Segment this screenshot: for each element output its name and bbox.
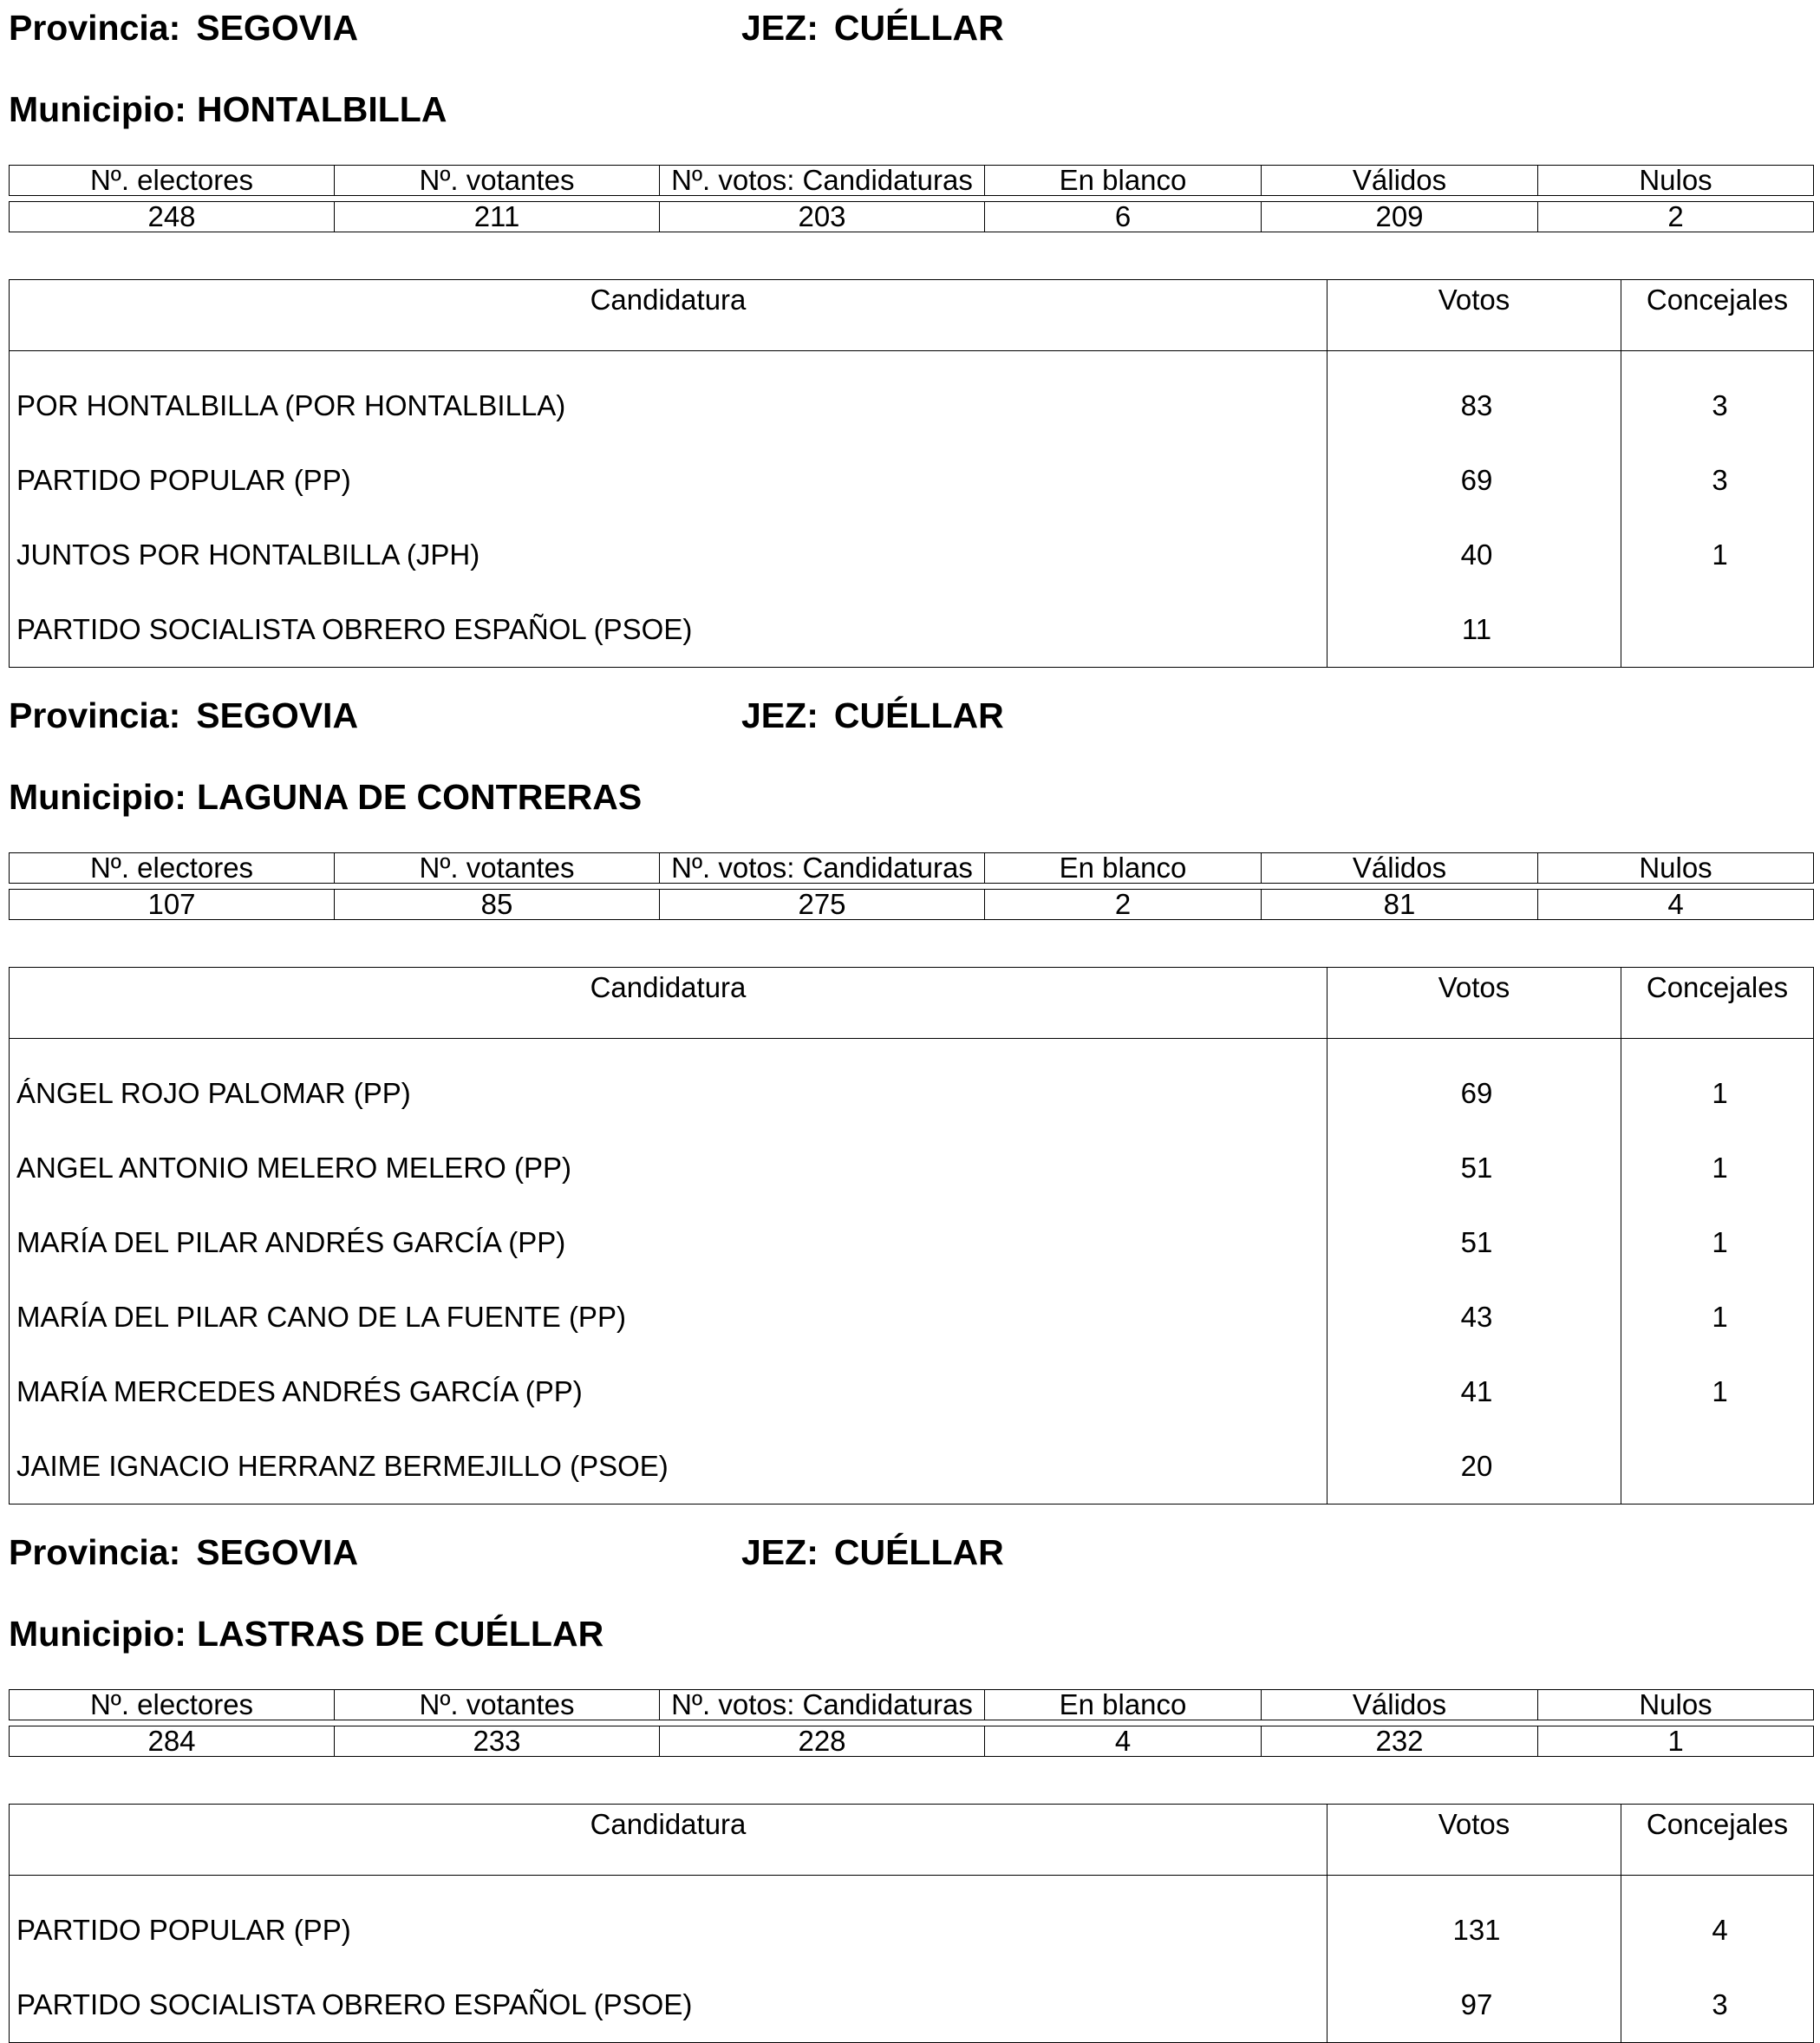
municipio-value: LASTRAS DE CUÉLLAR — [196, 1614, 604, 1654]
jez-value: CUÉLLAR — [833, 695, 1004, 735]
jez-label: JEZ: — [741, 8, 819, 48]
cand-votos: 41 — [1327, 1354, 1621, 1429]
cand-name: ÁNGEL ROJO PALOMAR (PP) — [16, 1077, 411, 1109]
cand-header-candidatura: Candidatura — [10, 1805, 1327, 1876]
table-row — [10, 351, 1814, 444]
cand-header-votos: Votos — [1327, 968, 1621, 1039]
cand-name: MARÍA MERCEDES ANDRÉS GARCÍA (PP) — [16, 1375, 583, 1407]
table-row — [10, 443, 1814, 518]
cand-votos: 69 — [1327, 1039, 1621, 1132]
cand-name: POR HONTALBILLA (POR HONTALBILLA) — [16, 389, 566, 421]
stats-value-validos: 81 — [1262, 890, 1538, 920]
stats-table — [9, 165, 1814, 232]
cand-name: PARTIDO SOCIALISTA OBRERO ESPAÑOL (PSOE) — [16, 613, 693, 645]
provincia-line — [9, 1532, 358, 1572]
cand-concejales: 1 — [1621, 1131, 1814, 1205]
stats-value-candidaturas: 203 — [660, 202, 985, 232]
stats-header-validos: Válidos — [1262, 166, 1538, 196]
stats-table — [9, 1689, 1814, 1757]
stats-value-candidaturas: 275 — [660, 890, 985, 920]
municipio-label: Municipio: — [9, 1614, 186, 1654]
cand-header-votos: Votos — [1327, 1805, 1621, 1876]
cand-name: PARTIDO POPULAR (PP) — [16, 464, 351, 496]
stats-value-blanco: 4 — [985, 1726, 1262, 1757]
cand-concejales: 3 — [1621, 1968, 1814, 2043]
table-row — [10, 1968, 1814, 2043]
cand-header-row — [10, 968, 1814, 1039]
municipio-line — [9, 89, 447, 129]
provincia-value: SEGOVIA — [196, 8, 359, 48]
municipio-label: Municipio: — [9, 89, 186, 129]
provincia-value: SEGOVIA — [196, 1532, 359, 1572]
stats-header-nulos: Nulos — [1538, 1690, 1814, 1720]
stats-value-nulos: 4 — [1538, 890, 1814, 920]
provincia-line — [9, 695, 358, 735]
stats-header-blanco: En blanco — [985, 1690, 1262, 1720]
stats-header-blanco: En blanco — [985, 853, 1262, 884]
stats-header-blanco: En blanco — [985, 166, 1262, 196]
cand-name: MARÍA DEL PILAR ANDRÉS GARCÍA (PP) — [16, 1226, 566, 1258]
cand-concejales: 1 — [1621, 518, 1814, 592]
cand-concejales: 3 — [1621, 443, 1814, 518]
cand-concejales: 1 — [1621, 1205, 1814, 1280]
table-row — [10, 592, 1814, 668]
municipio-line — [9, 1614, 603, 1654]
stats-header-candidaturas: Nº. votos: Candidaturas — [660, 1690, 985, 1720]
cand-header-candidatura: Candidatura — [10, 968, 1327, 1039]
cand-name: JUNTOS POR HONTALBILLA (JPH) — [16, 538, 480, 571]
cand-votos: 11 — [1327, 592, 1621, 668]
stats-header-votantes: Nº. votantes — [335, 1690, 660, 1720]
cand-header-candidatura: Candidatura — [10, 280, 1327, 351]
cand-concejales: 3 — [1621, 351, 1814, 444]
stats-value-candidaturas: 228 — [660, 1726, 985, 1757]
cand-header-concejales: Concejales — [1621, 1805, 1814, 1876]
stats-header-candidaturas: Nº. votos: Candidaturas — [660, 853, 985, 884]
municipio-label: Municipio: — [9, 777, 186, 817]
stats-header-row — [10, 166, 1814, 196]
cand-votos: 51 — [1327, 1205, 1621, 1280]
stats-header-row — [10, 1690, 1814, 1720]
cand-votos: 51 — [1327, 1131, 1621, 1205]
cand-header-votos: Votos — [1327, 280, 1621, 351]
table-row — [10, 1354, 1814, 1429]
cand-votos: 83 — [1327, 351, 1621, 444]
cand-header-row — [10, 280, 1814, 351]
stats-value-votantes: 85 — [335, 890, 660, 920]
cand-votos: 69 — [1327, 443, 1621, 518]
cand-name: JAIME IGNACIO HERRANZ BERMEJILLO (PSOE) — [16, 1450, 669, 1482]
stats-header-electores: Nº. electores — [10, 166, 335, 196]
provincia-label: Provincia: — [9, 8, 181, 48]
candidaturas-table — [9, 279, 1814, 668]
cand-name: PARTIDO POPULAR (PP) — [16, 1914, 351, 1946]
table-row — [10, 1280, 1814, 1354]
stats-header-candidaturas: Nº. votos: Candidaturas — [660, 166, 985, 196]
cand-header-concejales: Concejales — [1621, 280, 1814, 351]
cand-concejales: 1 — [1621, 1039, 1814, 1132]
provincia-line — [9, 8, 358, 48]
cand-concejales: 1 — [1621, 1280, 1814, 1354]
table-row — [10, 1205, 1814, 1280]
stats-value-electores: 248 — [10, 202, 335, 232]
stats-header-votantes: Nº. votantes — [335, 853, 660, 884]
stats-value-electores: 284 — [10, 1726, 335, 1757]
provincia-label: Provincia: — [9, 695, 181, 735]
municipio-value: LAGUNA DE CONTRERAS — [196, 777, 643, 817]
cand-votos: 40 — [1327, 518, 1621, 592]
stats-value-row — [10, 202, 1814, 232]
table-row — [10, 1876, 1814, 1968]
cand-votos: 20 — [1327, 1429, 1621, 1505]
provincia-label: Provincia: — [9, 1532, 181, 1572]
cand-name: PARTIDO SOCIALISTA OBRERO ESPAÑOL (PSOE) — [16, 1988, 693, 2020]
stats-value-votantes: 211 — [335, 202, 660, 232]
stats-value-blanco: 6 — [985, 202, 1262, 232]
stats-value-row — [10, 890, 1814, 920]
table-row — [10, 1131, 1814, 1205]
cand-concejales — [1621, 1429, 1814, 1505]
stats-header-electores: Nº. electores — [10, 853, 335, 884]
jez-label: JEZ: — [741, 695, 819, 735]
cand-concejales: 1 — [1621, 1354, 1814, 1429]
candidaturas-table — [9, 967, 1814, 1505]
provincia-value: SEGOVIA — [196, 695, 359, 735]
table-row — [10, 518, 1814, 592]
stats-value-electores: 107 — [10, 890, 335, 920]
stats-value-nulos: 2 — [1538, 202, 1814, 232]
cand-name: ANGEL ANTONIO MELERO MELERO (PP) — [16, 1152, 571, 1184]
jez-value: CUÉLLAR — [833, 8, 1004, 48]
jez-value: CUÉLLAR — [833, 1532, 1004, 1572]
stats-header-electores: Nº. electores — [10, 1690, 335, 1720]
cand-votos: 97 — [1327, 1968, 1621, 2043]
cand-name: MARÍA DEL PILAR CANO DE LA FUENTE (PP) — [16, 1301, 626, 1333]
jez-line — [741, 1532, 1004, 1572]
stats-header-votantes: Nº. votantes — [335, 166, 660, 196]
table-row — [10, 1039, 1814, 1132]
stats-value-blanco: 2 — [985, 890, 1262, 920]
candidaturas-table — [9, 1804, 1814, 2043]
municipio-value: HONTALBILLA — [196, 89, 447, 129]
stats-value-row — [10, 1726, 1814, 1757]
stats-header-nulos: Nulos — [1538, 166, 1814, 196]
jez-label: JEZ: — [741, 1532, 819, 1572]
cand-header-row — [10, 1805, 1814, 1876]
stats-header-validos: Válidos — [1262, 1690, 1538, 1720]
stats-header-validos: Válidos — [1262, 853, 1538, 884]
cand-concejales — [1621, 592, 1814, 668]
stats-header-nulos: Nulos — [1538, 853, 1814, 884]
stats-table — [9, 852, 1814, 920]
jez-line — [741, 695, 1004, 735]
jez-line — [741, 8, 1004, 48]
municipio-line — [9, 777, 642, 817]
cand-votos: 131 — [1327, 1876, 1621, 1968]
stats-header-row — [10, 853, 1814, 884]
cand-concejales: 4 — [1621, 1876, 1814, 1968]
stats-value-votantes: 233 — [335, 1726, 660, 1757]
cand-votos: 43 — [1327, 1280, 1621, 1354]
stats-value-validos: 209 — [1262, 202, 1538, 232]
stats-value-validos: 232 — [1262, 1726, 1538, 1757]
cand-header-concejales: Concejales — [1621, 968, 1814, 1039]
table-row — [10, 1429, 1814, 1505]
stats-value-nulos: 1 — [1538, 1726, 1814, 1757]
